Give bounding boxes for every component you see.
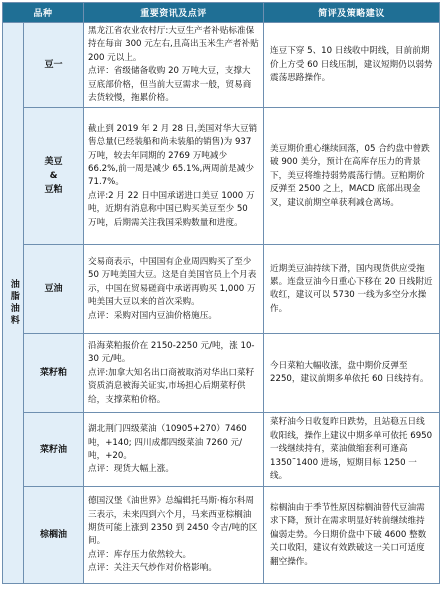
table-header-row [3, 3, 440, 23]
variety-label: 棕榈油 [40, 530, 68, 541]
table-row [3, 413, 440, 487]
header-view: 简评及策略建议 [264, 3, 440, 23]
info-cell [84, 23, 264, 108]
category-cell: 油脂油料 [3, 23, 24, 584]
info-paragraph: 点评：省级储备收购 20 万吨大豆，支撑大豆底部价格，但当前大豆需求一般，贸易商去货较慢，拖累价格。 [88, 66, 252, 104]
info-paragraph: 德国汉堡《油世界》总编辑托马斯·梅尔科周三表示，未来四到六个月，马来西亚棕榈油期货可能上涨到 2350 到 2450 令吉/吨的区间。 [88, 496, 258, 547]
info-paragraph: 交易商表示，中国国有企业周四购买了至少 50 万吨美国大豆。这是自美国官员上个月表示，中国在贸易磋商中承诺再购买 1,000 万吨美国大豆以来的首次采购。 [88, 256, 257, 308]
info-cell [84, 245, 264, 334]
view-cell: 美豆期价重心继续回落，05 合约盘中曾跌破 900 美分，预计在高库存压力的背景下，美豆将维持弱势震荡行情。豆粕期价反弹至 2500 之上，MACD 底部出现金叉，建议前期空单获利减仓离场。 [264, 108, 440, 245]
info-paragraph: 点评：关注天气炒作对价格影响。 [88, 563, 217, 574]
table-row [3, 108, 440, 245]
info-paragraph: 截止到 2019 年 2 月 28 日,美国对华大豆销售总量(已经装船和尚未装船的销售)为 937 万吨，较去年同期的 2769 万吨减少 66.2%,前一周是减少 65.1%,两周前是减少 71.7%。 [88, 123, 258, 188]
info-cell [84, 487, 264, 584]
info-paragraph: 黑龙江省农业农村厅:大豆生产者补贴标准保持在每亩 300 元左右,且高出玉米生产者补贴 200 元以上。 [88, 26, 259, 63]
variety-cell [24, 108, 84, 245]
table-row [3, 334, 440, 413]
info-paragraph: 点评：库存压力依然较大。 [88, 549, 192, 560]
info-paragraph: 点评:加拿大知名出口商被取消对华出口菜籽资质消息被海关证实,市场担心后期菜籽供给，支撑菜粕价格。 [88, 367, 255, 405]
variety-label: 豆粕 [44, 185, 63, 196]
info-paragraph: 点评：采购对国内豆油价格施压。 [88, 310, 217, 321]
variety-cell [24, 413, 84, 487]
view-cell: 近期美豆油持续下滑，国内现货供应受拖累。连盘豆油今日重心下移在 20 日线附近收红，建议可以 5730 一线为多空分水操作。 [264, 245, 440, 334]
table-row [3, 487, 440, 584]
variety-label: 豆一 [44, 60, 63, 71]
variety-label: 菜籽粕 [40, 368, 68, 379]
variety-cell [24, 245, 84, 334]
info-paragraph: 湖北荆门四级菜油（10905+270）7460 吨，+140; 四川成都四级菜油 7260 元/吨，+20。 [88, 424, 247, 461]
header-info: 重要资讯及点评 [84, 3, 264, 23]
variety-cell [24, 334, 84, 413]
info-cell [84, 108, 264, 245]
view-cell: 今日菜粕大幅收涨，盘中期价反弹至 2250，建议前期多单依托 60 日线持有。 [264, 334, 440, 413]
view-cell: 棕榈油由于季节性原因棕榈油替代豆油需求下降，预计在需求明显好转前继续维持偏弱走势。今日期价盘中下破 4600 整数关口收阳，建议有效跌破这一关口可适度翻空操作。 [264, 487, 440, 584]
variety-label: 菜籽油 [40, 444, 68, 455]
info-cell [84, 334, 264, 413]
variety-label: 豆油 [44, 284, 63, 295]
info-paragraph: 点评：现货大幅上涨。 [88, 464, 174, 475]
info-paragraph: 沿海菜粕报价在 2150-2250 元/吨，涨 10-30 元/吨。 [88, 340, 255, 365]
commodity-report-table [2, 2, 440, 584]
variety-label: & [49, 171, 58, 182]
info-cell [84, 413, 264, 487]
view-cell: 连豆下穿 5、10 日线收中阴线，目前前期价上方受 60 日线压制，建议短期仍以弱势震荡思路操作。 [264, 23, 440, 108]
report-table-frame [2, 2, 439, 606]
table-row [3, 23, 440, 108]
view-cell: 菜籽油今日收复昨日跌势，且站稳五日线收阳线，操作上建议中期多单可依托 6950 一线继续持有，菜油做缩套利可逢高 1350˜1400 进场，短期目标 1250 一线。 [264, 413, 440, 487]
table-row [3, 245, 440, 334]
variety-label: 美豆 [44, 157, 63, 168]
info-paragraph: 点评:2 月 22 日中国承诺进口美豆 1000 万吨，近期有消息称中国已购买美豆至少 50 万吨，后期需关注我国采购数量和进度。 [88, 190, 255, 228]
variety-cell [24, 487, 84, 584]
header-variety: 品种 [3, 3, 84, 23]
variety-cell [24, 23, 84, 108]
